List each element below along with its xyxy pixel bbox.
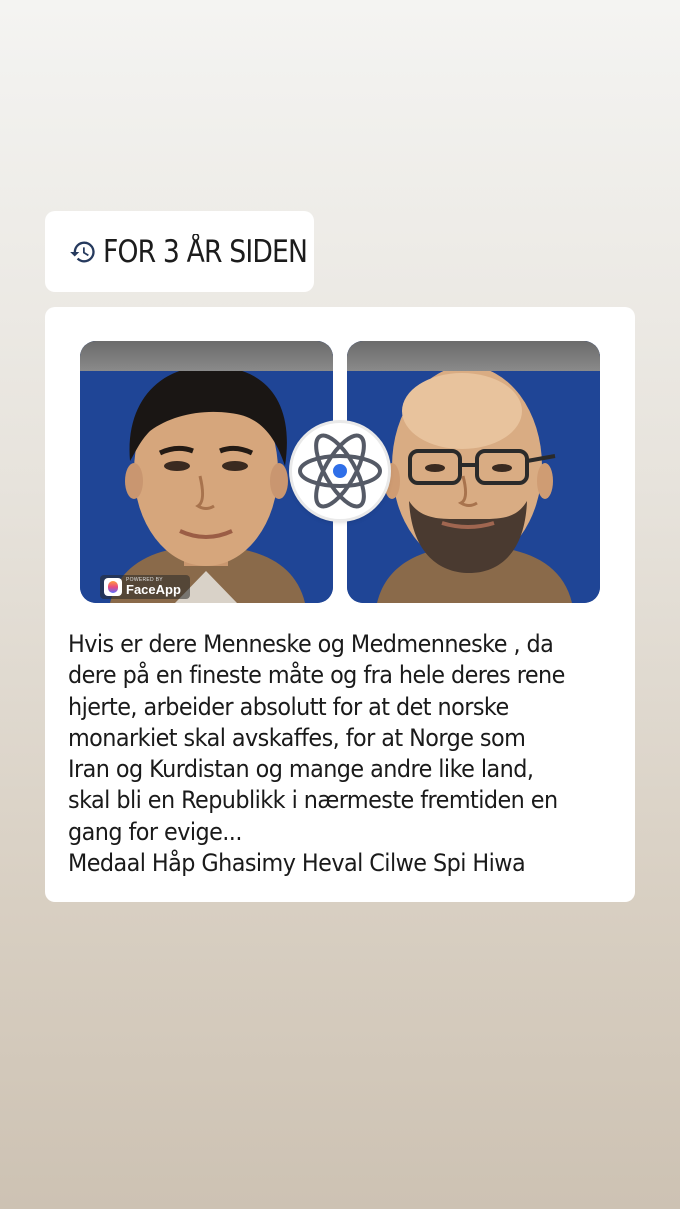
post-text: Hvis er dere Menneske og Medmenneske , da dere på en fineste måte og fra hele deres rene hjerte, arbeider absolutt for at det norske monarkiet skal avskaffes, for at Norge som Iran og Kurdistan og mange andre like land, skal bli en Republikk i nærmeste fremtiden en gang for evige... Medaal Håp Ghasimy Heval Cilwe Spi Hiwa	[68, 630, 565, 878]
memory-badge[interactable]	[45, 211, 314, 292]
watermark-app-name: FaceApp	[126, 582, 181, 597]
faceapp-comparison-image[interactable]	[80, 341, 600, 605]
post-card[interactable]	[45, 307, 635, 902]
faceapp-logo-icon	[104, 578, 122, 596]
atom-icon	[292, 423, 388, 519]
faceapp-watermark	[100, 575, 190, 599]
watermark-powered-by: POWERED BY	[126, 577, 163, 583]
memory-label: FOR 3 ÅR SIDEN	[103, 233, 308, 270]
history-icon	[69, 238, 97, 266]
